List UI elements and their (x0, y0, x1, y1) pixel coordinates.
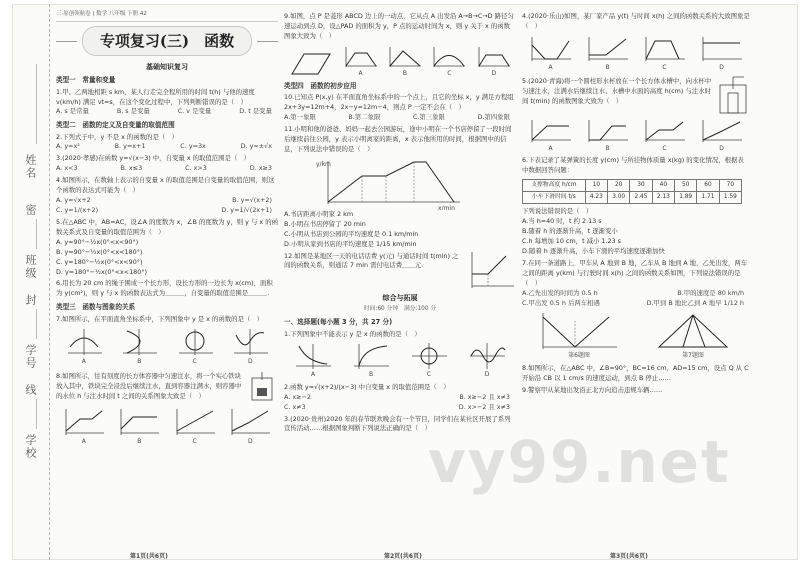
option: D. x>−2 且 x≠3 (458, 402, 510, 411)
q13-figures (284, 342, 516, 379)
option: B.随着 h 的逐渐升高，t 逐渐变小 (522, 227, 618, 236)
container-icon (248, 370, 278, 404)
option: D. y=180°−½x(0°<x<180°) (56, 267, 147, 276)
graph-a-icon (529, 35, 573, 63)
graph-figure (62, 407, 106, 446)
options (56, 164, 278, 174)
graph-figure (700, 118, 744, 153)
id-blank-line (36, 309, 37, 339)
name-blank-line (36, 64, 37, 144)
options (284, 403, 516, 413)
exam-meta: 时间:60 分钟 满分:100 分 (363, 306, 437, 313)
graph-figure (643, 118, 687, 153)
table-cell: 1.71 (697, 192, 719, 204)
question: 10.已知点 P(x,y) 在平面直角坐标系中的一个点上，且它的坐标 x，y 满足方程组 2x+3y=12m+4，2x−y=12m−4，则点 P 一定不会在（ ） (284, 93, 514, 112)
phone-fee-graph-icon (466, 250, 516, 290)
option: A.乙先出发的时间为 0.5 h (522, 288, 598, 297)
graph-figure (586, 118, 630, 153)
graph-c-icon (431, 45, 467, 69)
graph-c-icon (409, 342, 449, 370)
option: D.第四象限 (477, 113, 510, 122)
name-label: 姓名 (24, 154, 37, 180)
figure-caption: 第6题图 (568, 352, 590, 360)
graph-figure (343, 45, 379, 78)
graph-figure (351, 342, 391, 379)
option: D. t 是变量 (239, 107, 272, 116)
id-label: 学号 (24, 344, 37, 370)
graph-a-icon (64, 327, 104, 357)
table-cell: 1.59 (719, 192, 741, 204)
school-blank-line (36, 399, 37, 429)
figure-label: A (358, 69, 363, 77)
figure-label: B (605, 63, 610, 71)
question: 6.用长为 20 cm 的绳子围成一个长方形，设长方形的一边长为 x(cm)，面积为 y(cm²)，则 y 与 x 的函数表达式为＿＿＿，自变量的取值范围是＿＿＿. (56, 279, 273, 298)
option: C.第三象限 (412, 113, 445, 122)
fig7-triangle-icon (653, 311, 733, 351)
options (522, 299, 750, 309)
q8-block (56, 370, 278, 404)
graph-c-icon (175, 327, 215, 357)
section-title: 综合与拓展 (382, 293, 418, 302)
water-tank-icon (716, 75, 750, 115)
page-title: 专项复习(三) 函数 (82, 26, 252, 56)
graph-a-icon (293, 342, 333, 370)
graph-figure (700, 35, 744, 72)
data-table (522, 179, 742, 204)
option: D. y=1/√(2x+1) (221, 206, 272, 215)
graph-c-icon (643, 35, 687, 63)
graph-b-icon (586, 118, 630, 144)
question: 8.如图所示，往有刻度的长方体容器中匀速注水，将一个实心铁块放入其中，铁块完全浸没后继续注水，直到容器注满水，则容器中的水位 h 与注水时间 t 之间的关系图象大致是（ ） (56, 371, 242, 400)
q17-block (522, 75, 750, 115)
option: B. s 是变量 (116, 107, 150, 116)
graph-d-icon (700, 35, 744, 63)
question: 3.(2020·贵州)2020 年的春节联欢晚会有一个节目，同学们在某社区开展了系列宣传活动……根据图象判断下列说法正确的是（ ） (284, 414, 511, 433)
option: C. y=1/(x+2) (56, 206, 99, 215)
graph-c-icon (643, 118, 687, 144)
options (56, 196, 278, 206)
option: D. x≥3 (249, 164, 272, 173)
table-cell: 20 (608, 180, 630, 192)
table-cell: 2.45 (630, 192, 652, 204)
graph-figure (173, 407, 217, 446)
option: C.h 每增加 10 cm，t 减小 1.23 s (522, 237, 622, 246)
figure-label: C (447, 69, 452, 77)
q9-figures (284, 45, 516, 78)
figure-label: D (484, 371, 490, 379)
graph-d-icon (700, 118, 744, 144)
part-heading: 一、选择题(每小题 3 分，共 27 分) (284, 318, 393, 327)
option: D. y=±√x (240, 142, 272, 151)
graph-c-icon (173, 407, 217, 437)
option: A. x<3 (56, 164, 78, 173)
graph-b-icon (117, 407, 161, 437)
type-heading: 类型二 函数的定义及自变量的取值范围 (56, 121, 175, 130)
option: C. y=3x (180, 142, 206, 151)
option: B.甲的速度是 80 km/h (677, 288, 744, 297)
page-footer: 第1页(共6页) (130, 553, 168, 560)
option: C. v 是变量 (177, 107, 212, 116)
question: 7.在同一条道路上，甲车从 A 地到 B 地，乙车从 B 地到 A 地，乙先出发，两车之间的距离 y(km) 与行驶时间 x(h) 之间的函数关系如图，下列说法错误的是（ ） (522, 258, 748, 287)
figure-label: A (310, 371, 316, 379)
figure-label: B (137, 358, 142, 366)
question: 4.(2020·乐山)如图，某厂家产品 y(t) 与时间 x(h) 之间的函数关系的大致图象是（ ） (522, 12, 750, 30)
option: B. y=√(x+2) (232, 196, 272, 205)
figure-label: A (81, 358, 86, 366)
figure-label: C (662, 63, 667, 71)
table-cell: 30 (630, 180, 652, 192)
option: A.第一象限 (284, 113, 316, 122)
fig6-graph-icon (539, 311, 619, 351)
question: 9.警察甲从某地出发沿正北方向追击违规车辆…… (522, 385, 663, 394)
option: C. x>3 (185, 164, 207, 173)
option: A. x≥−2 (284, 392, 311, 401)
figure-label: A (81, 437, 86, 445)
graph-b-icon (387, 45, 423, 69)
class-blank-line (36, 219, 37, 249)
figure-label: D (247, 358, 253, 366)
table-row (523, 180, 742, 192)
q12-block (284, 250, 516, 290)
question: 9.如图，点 P 是菱形 ABCD 边上的一动点，它从点 A 出发沿 A→B→C→D 路径匀速运动到点 D，设△PAD 的面积为 y，P 点的运动时间为 x，则 y 关于 x 的函数图象大致为（ ） (284, 12, 514, 40)
graph-d-icon (228, 407, 272, 437)
question: 2.函数 y=√(x+2)/(x−3) 中自变量 x 的取值范围是（ ） (284, 382, 450, 391)
table-cell: 40 (652, 180, 674, 192)
figure-label: A (548, 145, 553, 153)
question: 2.下列式子中，y 不是 x 的函数的是（ ） (56, 132, 179, 141)
table-cell: 4.23 (585, 192, 607, 204)
option: A. y=90°−½x(0°<x<90°) (56, 237, 139, 246)
page-footer: 第3页(共6页) (610, 553, 648, 560)
option: B.小明在书店停留了 20 min (284, 219, 366, 228)
graph-figure (586, 35, 630, 72)
mi-label: 密 (24, 204, 37, 217)
option: C.甲出发 0.5 h 后两车相遇 (522, 298, 600, 307)
section-title: 基础知识复习 (146, 62, 188, 71)
school-label: 学校 (24, 434, 37, 460)
option: B. y=x+1 (114, 142, 146, 151)
question: 下列说法错误的是（ ） (522, 207, 593, 216)
graph-figure (653, 311, 733, 360)
class-label: 班级 (24, 254, 37, 280)
figure-label: B (137, 437, 142, 445)
option: C.小明从书店到公园的平均速度是 0.1 km/min (284, 229, 419, 238)
page-header: 三·原创领航卷 | 数学 八年级 下册 42 (56, 10, 278, 22)
option: A.当 h=40 时，t 约 2.13 s (522, 217, 602, 226)
page-footer: 第2页(共6页) (384, 553, 422, 560)
graph-a-icon (62, 407, 106, 437)
figure-label: B (402, 69, 408, 77)
question: 1.甲、乙两地相距 s km，某人行走完全程所用的时间 t(h) 与他的速度 v(km/h) 满足 vt=s，在这个变化过程中，下列判断错误的是（ ） (56, 87, 255, 106)
options (284, 113, 516, 123)
page-2-column (284, 10, 516, 550)
option: B. x≥−2 且 x≠3 (459, 392, 510, 401)
type-heading: 类型三 函数与图象的关系 (56, 303, 136, 312)
option: C. y=180°−½x(0°<x<90°) (56, 257, 143, 266)
rhombus-icon (288, 50, 334, 78)
figure-label: D (719, 63, 724, 71)
graph-d-icon (230, 327, 270, 357)
table-cell: 70 (719, 180, 741, 192)
graph-figure (643, 35, 687, 72)
table-cell: 2.13 (652, 192, 674, 204)
graph-figure (230, 327, 270, 366)
option: D.随着 h 逐渐升高，小车下滑的平均速度逐渐加快 (522, 246, 665, 255)
figure-label: D (247, 437, 253, 445)
options (522, 289, 750, 299)
option: B. x≤3 (120, 164, 143, 173)
graph-figure (476, 45, 512, 78)
table-cell: 50 (674, 180, 696, 192)
y-axis-label: y/km (316, 160, 331, 168)
table-cell: 支撑物高度 h/cm (523, 180, 586, 192)
figure-label: D (719, 145, 724, 153)
figure-caption: 第7题图 (682, 352, 704, 360)
question: 5.(2020·青海)将一个圆柱形水杯放在一个长方体水槽中，向水杯中匀速注水，注满水后继续注水，水槽中水面的高度 h(cm) 与注水时间 t(min) 的函数图象大致为（ ） (522, 77, 712, 105)
table-cell: 10 (585, 180, 607, 192)
question: 3.(2020·孝感)在函数 y=√(x−3) 中，自变量 x 的取值范围是（ ） (56, 154, 251, 163)
graph-figure (64, 327, 104, 366)
figure-label: C (192, 437, 197, 445)
graph-figure (431, 45, 467, 78)
option: D.小明从家到书店的平均速度是 1/15 km/min (284, 239, 417, 248)
graph-a-icon (343, 45, 379, 69)
page-3-column (522, 10, 750, 550)
graph-figure (387, 45, 423, 78)
question: 11.小明和他的爸爸、妈妈一起去公园游玩，途中小明在一个书店停留了一段时间后继续前往公园，y 表示小明离家的距离，x 表示他所用的时间，根据图中的信息，下列说法中错误的是（ ） (284, 125, 512, 153)
graph-d-icon (467, 342, 507, 370)
x-axis-label: x/min (438, 204, 455, 210)
question: 1.下列图象中不能表示 y 是 x 的函数的是（ ） (284, 329, 421, 338)
figure-label: C (662, 145, 667, 153)
graph-figure (293, 342, 333, 379)
q11-graph (314, 158, 516, 210)
graph-figure (117, 407, 161, 446)
options (284, 393, 516, 403)
graph-b-icon (586, 35, 630, 63)
figure-label: C (192, 358, 197, 366)
graph-figure (529, 35, 573, 72)
table-cell: 1.89 (674, 192, 696, 204)
line-label: 线 (24, 384, 37, 397)
graph-b-icon (351, 342, 391, 370)
question: 7.如图所示，在平面直角坐标系中，下列图象中 y 是 x 的函数的是（ ） (56, 314, 264, 323)
graph-figure (409, 342, 449, 379)
option: B. y=90°−½x(0°<x<180°) (56, 247, 143, 256)
options (56, 142, 278, 152)
graph-a-icon (529, 118, 573, 144)
figure-label: B (368, 371, 374, 379)
option: C. x≠3 (284, 402, 306, 411)
option: B.第二象限 (348, 113, 381, 122)
graph-figure (539, 311, 619, 360)
question: 4.如图所示，在数轴上表示的自变量 x 的取值范围是自变量的取值范围，则这个函数的表达式可能为（ ） (56, 176, 275, 195)
table-cell: 60 (697, 180, 719, 192)
question: 8.如图所示，在△ABC 中，∠B=90°，BC=16 cm，AD=15 cm，设点 Q 从 C 开始沿 CB 以 1 cm/s 的速度运动，到点 B 停止…… (522, 363, 749, 382)
graph-figure (467, 342, 507, 379)
distance-time-graph-icon (314, 158, 464, 210)
page-1-column (56, 10, 278, 550)
option: D.甲到 B 地比乙到 A 地早 1/12 h (646, 298, 744, 307)
figure-label: D (491, 69, 497, 77)
graph-figure (529, 118, 573, 153)
binding-strip (12, 4, 50, 560)
q16-figures (522, 35, 750, 72)
table-row (523, 192, 742, 204)
q19-figures (522, 311, 750, 360)
question: 5.在△ABC 中，AB=AC，设∠A 的度数为 x，∠B 的度数为 y，则 y 与 x 的函数关系式及自变量的取值范围为（ ） (56, 217, 278, 236)
q17-figures (522, 118, 750, 153)
graph-figure (175, 327, 215, 366)
option: A. s 是常量 (56, 107, 89, 116)
graph-figure (119, 327, 159, 366)
question: 12.如图是某地区一天的电话话费 y(元) 与通话时间 t(min) 之间的函数关系，则通话 7 min 需付电话费＿＿元. (284, 251, 459, 270)
watermark: vy99.net (428, 428, 731, 496)
graph-b-icon (119, 327, 159, 357)
question: 6.下表记录了某弹簧的长度 y(cm) 与所挂物体质量 x(kg) 的变化情况，根据表中数据回答问题： (522, 156, 744, 175)
options (56, 206, 278, 216)
table-cell: 3.00 (608, 192, 630, 204)
q8-figures (56, 407, 278, 446)
option: A. y=√x+2 (56, 196, 91, 205)
option: A. y=x² (56, 142, 80, 151)
type-heading: 类型一 常量和变量 (56, 76, 116, 85)
type-heading: 类型四 函数的初步应用 (284, 82, 357, 91)
option: A.书店距离小明家 2 km (284, 209, 354, 218)
options (56, 107, 278, 117)
q7-figures (56, 327, 278, 366)
graph-figure (228, 407, 272, 446)
figure-label: A (548, 63, 553, 71)
seal-label: 封 (24, 294, 37, 307)
figure-label: C (426, 371, 432, 379)
table-cell: 小车下滑时间 t/s (523, 192, 586, 204)
figure-label: B (605, 145, 610, 153)
graph-d-icon (476, 45, 512, 69)
